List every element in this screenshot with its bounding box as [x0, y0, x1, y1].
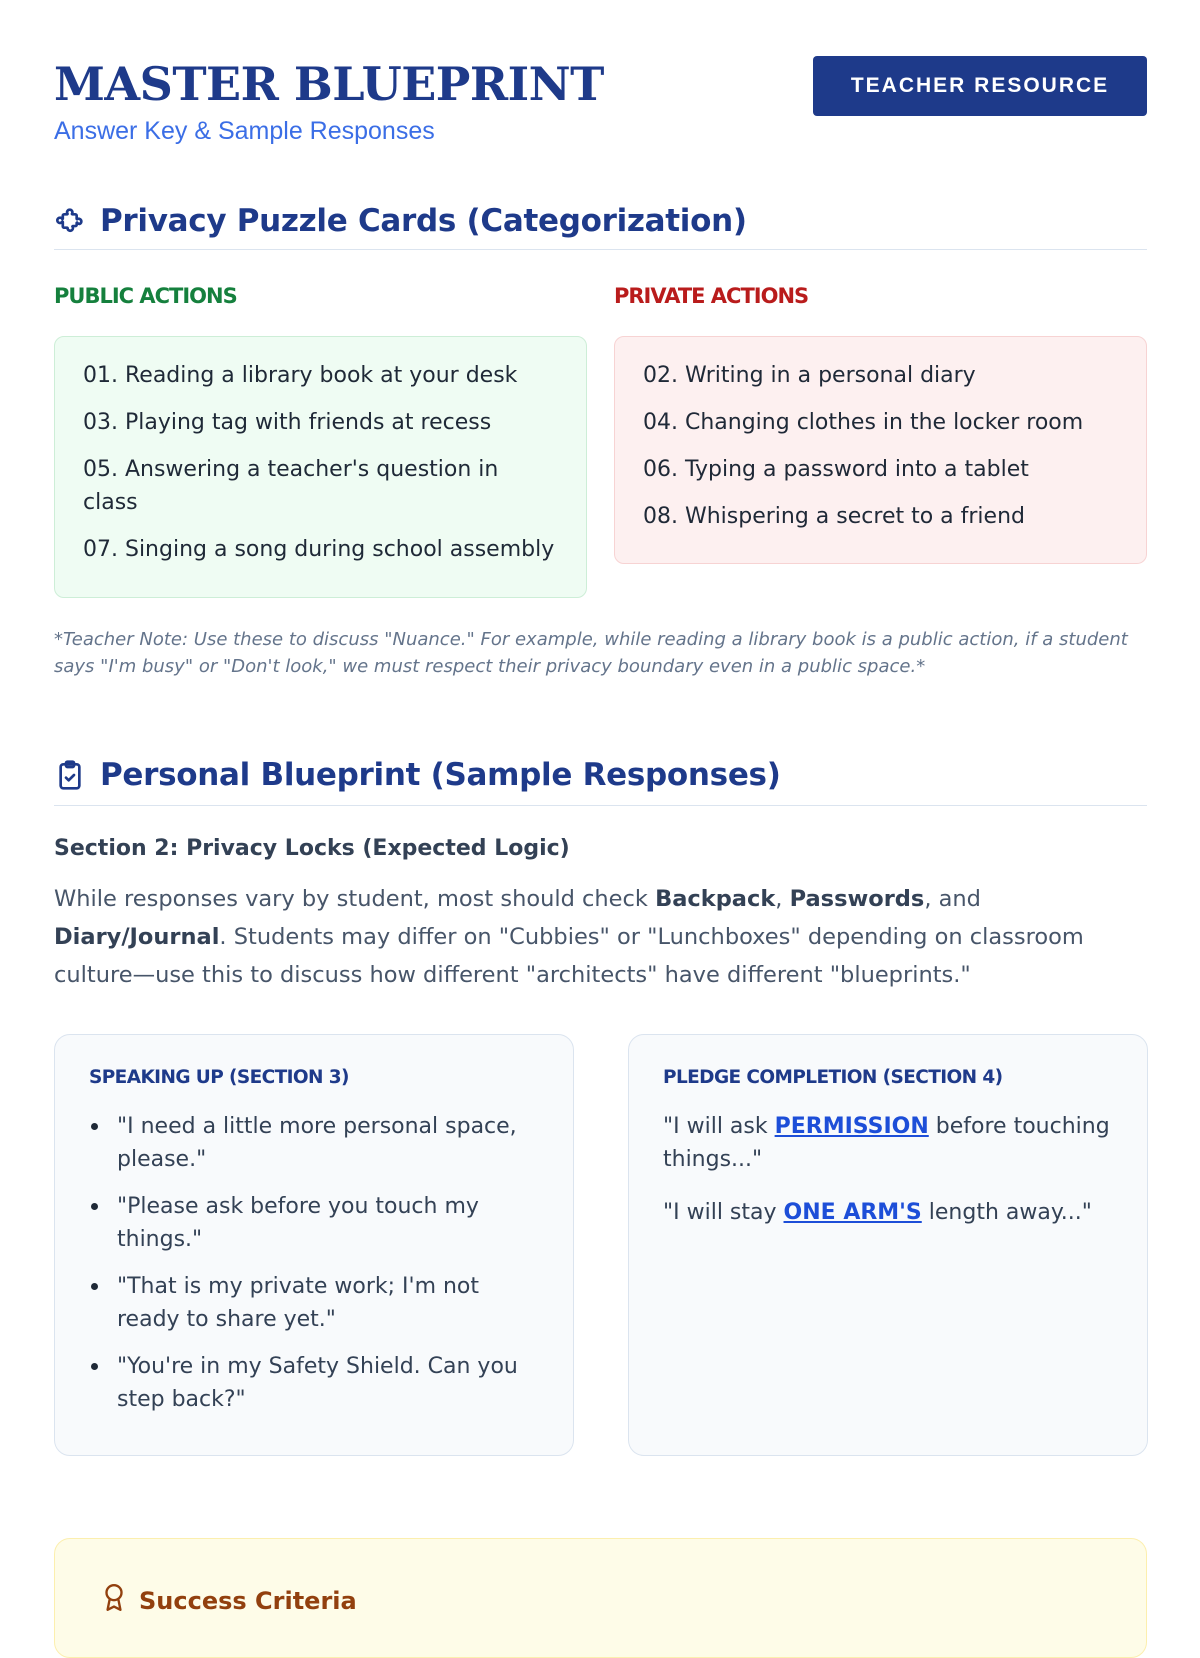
panel-title: SPEAKING UP (SECTION 3) — [89, 1067, 349, 1088]
pledge-answer: ONE ARM'S — [783, 1200, 922, 1225]
paragraph-text: , and — [924, 886, 981, 912]
success-criteria-box — [54, 1538, 1147, 1658]
list-item: 05. Answering a teacher's question in class — [83, 457, 499, 515]
puzzle-icon — [54, 204, 88, 238]
list-item: 04. Changing clothes in the locker room — [643, 410, 1084, 435]
pledge-text: "I will ask — [663, 1114, 775, 1139]
pledge-answer: PERMISSION — [774, 1114, 929, 1139]
paragraph-bold: Diary/Journal — [54, 924, 220, 950]
list-item: 06. Typing a password into a tablet — [643, 457, 1029, 482]
paragraph-text: While responses vary by student, most should check — [54, 886, 656, 912]
list-item: 01. Reading a library book at your desk — [83, 363, 518, 388]
paragraph-text: . Students may differ on "Cubbies" or "Lunchboxes" depending on classroom culture—use this to discuss how different "architects" have different "blueprints." — [54, 924, 1084, 988]
list-item: 07. Singing a song during school assembly — [83, 537, 555, 562]
private-actions-card — [614, 336, 1147, 564]
paragraph-bold: Passwords — [789, 886, 925, 912]
list-item: "You're in my Safety Shield. Can you step back?" — [89, 1350, 539, 1416]
section-header-personal-blueprint — [54, 744, 1147, 806]
section-title: Privacy Puzzle Cards (Categorization) — [100, 202, 747, 239]
list-item: 08. Whispering a secret to a friend — [643, 504, 1025, 529]
public-actions-card — [54, 336, 587, 598]
section-title: Personal Blueprint (Sample Responses) — [100, 756, 781, 793]
page-title: MASTER BLUEPRINT — [54, 57, 604, 111]
list-item: "That is my private work; I'm not ready to share yet." — [89, 1270, 539, 1336]
pledge-text: before touching things..." — [663, 1114, 1110, 1172]
list-item: "Please ask before you touch my things." — [89, 1190, 539, 1256]
paragraph-text: , — [775, 886, 790, 912]
public-actions-label: PUBLIC ACTIONS — [54, 284, 237, 308]
panel-title: PLEDGE COMPLETION (SECTION 4) — [663, 1067, 1003, 1088]
privacy-locks-paragraph — [54, 880, 1147, 994]
list-item: 02. Writing in a personal diary — [643, 363, 976, 388]
clipboard-check-icon — [54, 758, 88, 792]
teacher-resource-badge: TEACHER RESOURCE — [813, 56, 1147, 116]
pledge-completion-panel — [628, 1034, 1148, 1456]
success-criteria-header — [101, 1583, 357, 1618]
pledge-line — [663, 1196, 1113, 1229]
page-header — [54, 56, 1147, 156]
section-header-privacy-puzzle — [54, 192, 1147, 250]
page-subtitle: Answer Key & Sample Responses — [54, 117, 435, 145]
teacher-note: *Teacher Note: Use these to discuss "Nuance." For example, while reading a library book is a public action, if a student says "I'm busy" or "Don't look," we must respect their privacy boundary even in a public space.* — [54, 629, 1128, 677]
private-actions-label: PRIVATE ACTIONS — [614, 284, 809, 308]
award-icon — [101, 1583, 127, 1618]
paragraph-bold: Backpack — [655, 886, 776, 912]
pledge-text: "I will stay — [663, 1200, 784, 1225]
list-item: "I need a little more personal space, please." — [89, 1110, 539, 1176]
list-item: 03. Playing tag with friends at recess — [83, 410, 492, 435]
pledge-line — [663, 1110, 1113, 1176]
privacy-locks-heading: Section 2: Privacy Locks (Expected Logic) — [54, 836, 570, 861]
speaking-up-list — [89, 1110, 539, 1416]
success-criteria-title: Success Criteria — [139, 1586, 357, 1615]
speaking-up-panel — [54, 1034, 574, 1456]
pledge-text: length away..." — [921, 1200, 1092, 1225]
